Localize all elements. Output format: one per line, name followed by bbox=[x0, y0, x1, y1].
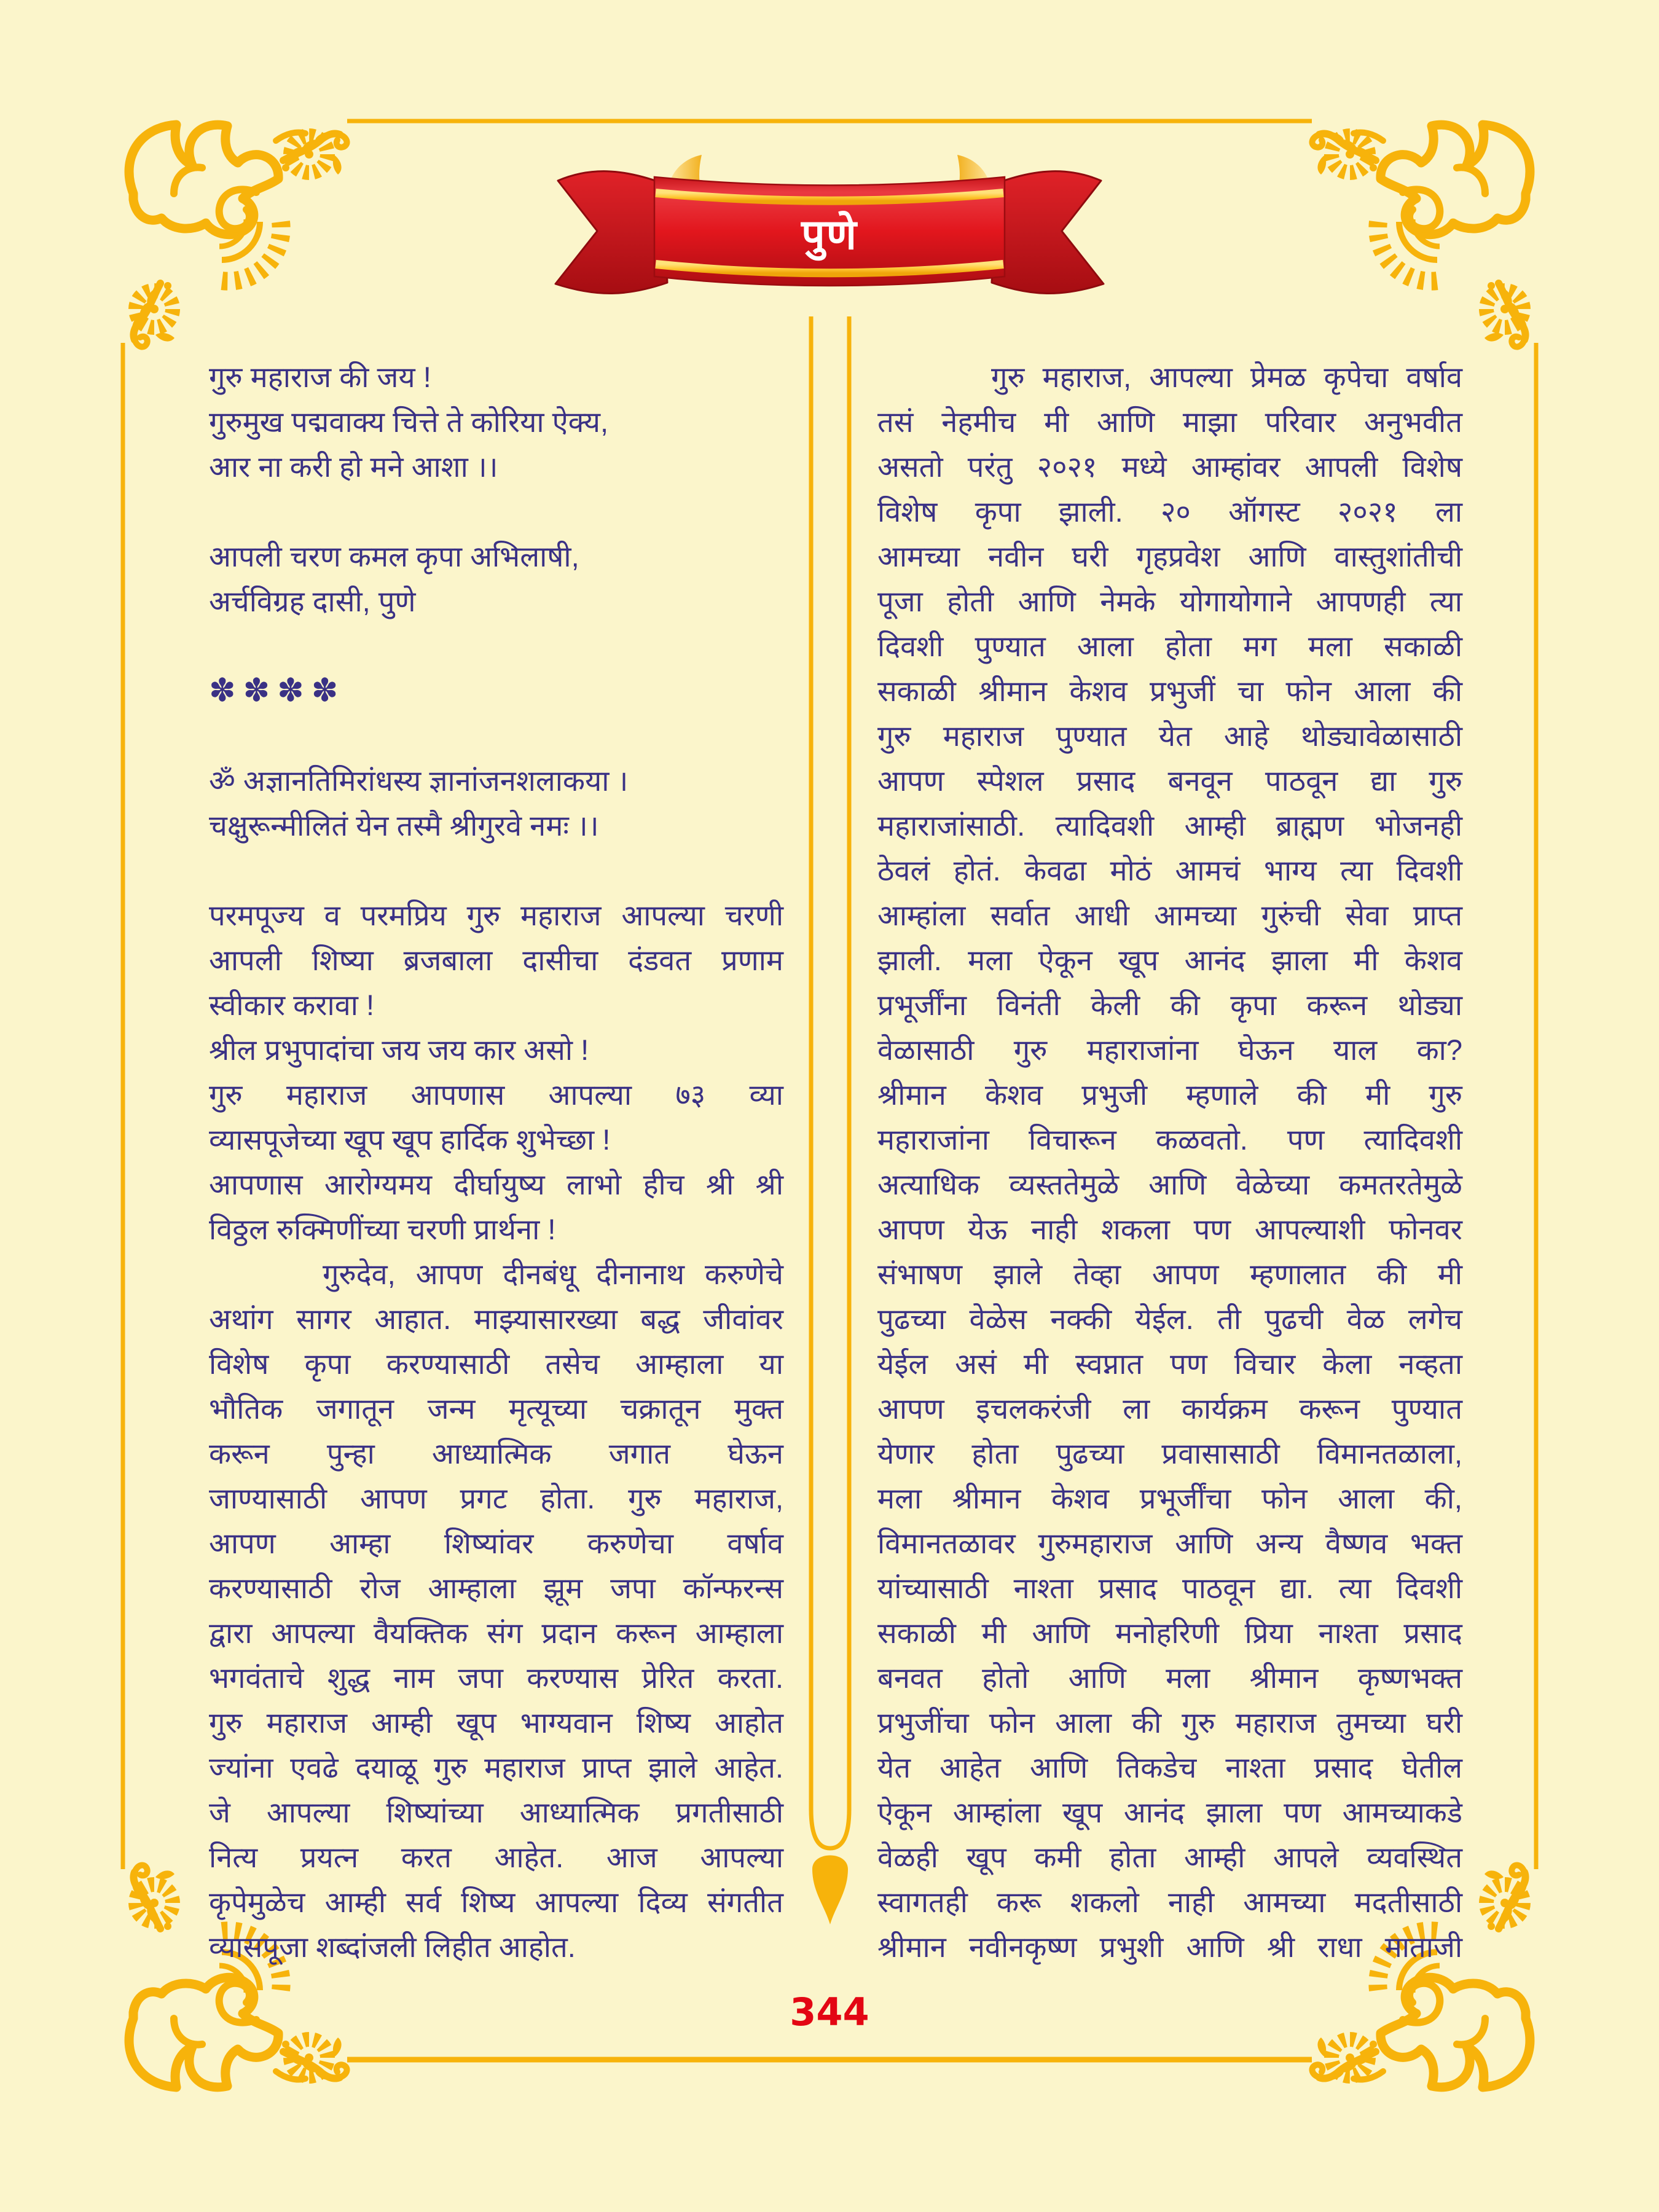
text-line: व्यासपूजा शब्दांजली लिहीत आहोत. bbox=[209, 1931, 576, 1963]
text-line: सकाळी मी आणि मनोहरिणी प्रिया नाश्ता प्रसाद bbox=[877, 1617, 1462, 1649]
text-line: प्रभुजींचा फोन आला की गुरु महाराज तुमच्या घरी bbox=[877, 1706, 1462, 1739]
text-line: गुरु महाराज की जय ! bbox=[209, 361, 431, 393]
text-line: विशेष कृपा झाली. २० ऑगस्ट २०२१ ला bbox=[877, 495, 1462, 528]
text-line: महाराजांना विचारून कळवतो. पण त्यादिवशी bbox=[877, 1123, 1462, 1156]
ribbon-banner bbox=[547, 145, 1112, 312]
column-divider bbox=[811, 316, 849, 1924]
right-column bbox=[877, 355, 1462, 1969]
text-line: करून पुन्हा आध्यात्मिक जगात घेऊन bbox=[209, 1437, 783, 1470]
text-line: व्यासपूजेच्या खूप खूप हार्दिक शुभेच्छा ! bbox=[209, 1123, 611, 1156]
text-line: द्वारा आपल्या वैयक्तिक संग प्रदान करून आम्हाला bbox=[209, 1617, 783, 1649]
text-line: भगवंताचे शुद्ध नाम जपा करण्यास प्रेरित करता. bbox=[209, 1661, 783, 1694]
text-line: विशेष कृपा करण्यासाठी तसेच आम्हाला या bbox=[209, 1347, 783, 1380]
text-line bbox=[209, 713, 783, 758]
text-line: आपण येऊ नाही शकला पण आपल्याशी फोनवर bbox=[877, 1213, 1462, 1245]
text-line: सकाळी श्रीमान केशव प्रभुजीं चा फोन आला की bbox=[877, 675, 1462, 707]
text-line: यांच्यासाठी नाश्ता प्रसाद पाठवून द्या. त्या दिवशी bbox=[877, 1572, 1462, 1604]
text-line: येईल असं मी स्वप्नात पण विचार केला नव्हता bbox=[877, 1347, 1462, 1380]
text-line: दिवशी पुण्यात आला होता मग मला सकाळी bbox=[877, 630, 1462, 662]
text-line: जाण्यासाठी आपण प्रगट होता. गुरु महाराज, bbox=[209, 1482, 783, 1515]
text-line: अथांग सागर आहात. माझ्यासारख्या बद्ध जीवांवर bbox=[209, 1303, 783, 1335]
text-line: आर ना करी हो मने आशा ।। bbox=[209, 450, 498, 483]
banner-title: पुणे bbox=[801, 211, 858, 258]
left-column bbox=[209, 355, 783, 1969]
text-line: श्रीमान नवीनकृष्ण प्रभुशी आणि श्री राधा माताजी bbox=[877, 1931, 1462, 1963]
text-line: झाली. मला ऐकून खूप आनंद झाला मी केशव bbox=[877, 944, 1462, 976]
text-line: पुढच्या वेळेस नक्की येईल. ती पुढची वेळ लगेच bbox=[877, 1303, 1462, 1335]
text-line: अत्याधिक व्यस्ततेमुळे आणि वेळेच्या कमतरतेमुळे bbox=[877, 1168, 1462, 1201]
text-line: आपली शिष्या ब्रजबाला दासीचा दंडवत प्रणाम bbox=[209, 944, 783, 976]
text-line: गुरुदेव, आपण दीनबंधू दीनानाथ करुणेचे bbox=[323, 1258, 783, 1290]
text-line: आपली चरण कमल कृपा अभिलाषी, bbox=[209, 540, 579, 573]
corner-ornament-top-right bbox=[1312, 125, 1529, 347]
text-line: आपण आम्हा शिष्यांवर करुणेचा वर्षाव bbox=[209, 1527, 783, 1559]
text-line: गुरु महाराज आम्ही खूप भाग्यवान शिष्य आहोत bbox=[209, 1706, 783, 1739]
text-line: मला श्रीमान केशव प्रभूर्जींचा फोन आला की, bbox=[877, 1482, 1462, 1515]
text-line: ज्यांना एवढे दयाळू गुरु महाराज प्राप्त झाले आहेत. bbox=[209, 1751, 783, 1784]
text-line: गुरु महाराज पुण्यात येत आहे थोड्यावेळासाठी bbox=[877, 720, 1462, 752]
text-line: गुरुमुख पद्मवाक्य चित्ते ते कोरिया ऐक्य, bbox=[209, 406, 609, 438]
text-line: परमपूज्य व परमप्रिय गुरु महाराज आपल्या चरणी bbox=[209, 899, 783, 931]
text-line: महाराजांसाठी. त्यादिवशी आम्ही ब्राह्मण भोजनही bbox=[877, 809, 1462, 842]
text-line: प्रभूर्जींना विनंती केली की कृपा करून थोड्या bbox=[877, 989, 1462, 1021]
text-line: स्वागतही करू शकलो नाही आमच्या मदतीसाठी bbox=[877, 1886, 1462, 1918]
text-line: तसं नेहमीच मी आणि माझा परिवार अनुभवीत bbox=[877, 406, 1462, 438]
text-line: आमच्या नवीन घरी गृहप्रवेश आणि वास्तुशांतीची bbox=[877, 540, 1462, 573]
text-line: येत आहेत आणि तिकडेच नाश्ता प्रसाद घेतील bbox=[877, 1751, 1462, 1784]
text-line: नित्य प्रयत्न करत आहेत. आज आपल्या bbox=[209, 1841, 783, 1873]
text-line: आपण स्पेशल प्रसाद बनवून पाठवून द्या गुरु bbox=[877, 764, 1462, 797]
text-line: बनवत होतो आणि मला श्रीमान कृष्णभक्त bbox=[877, 1661, 1462, 1694]
text-line: आपणास आरोग्यमय दीर्घायुष्य लाभो हीच श्री श्री bbox=[209, 1168, 783, 1201]
text-line: असतो परंतु २०२१ मध्ये आम्हांवर आपली विशेष bbox=[877, 450, 1462, 483]
text-line: गुरु महाराज, आपल्या प्रेमळ कृपेचा वर्षाव bbox=[991, 361, 1462, 393]
text-line bbox=[209, 489, 783, 534]
text-line: गुरु महाराज आपणास आपल्या ७३ व्या bbox=[209, 1078, 783, 1111]
text-line: संभाषण झाले तेव्हा आपण म्हणालात की मी bbox=[877, 1258, 1462, 1290]
text-line bbox=[209, 624, 783, 669]
text-line: चक्षुरून्मीलितं येन तस्मै श्रीगुरवे नमः ।। bbox=[209, 809, 599, 842]
text-line: आपण इचलकरंजी ला कार्यक्रम करून पुण्यात bbox=[877, 1392, 1462, 1425]
text-line: करण्यासाठी रोज आम्हाला झूम जपा कॉन्फरन्स bbox=[209, 1572, 783, 1604]
text-line: ठेवलं होतं. केवढा मोठं आमचं भाग्य त्या दिवशी bbox=[877, 854, 1462, 887]
text-line: येणार होता पुढच्या प्रवासासाठी विमानतळाला, bbox=[877, 1437, 1462, 1470]
text-line: कृपेमुळेच आम्ही सर्व शिष्य आपल्या दिव्य संगतीत bbox=[209, 1886, 783, 1918]
page-number: 344 bbox=[790, 1990, 869, 2034]
text-line: अर्चविग्रह दासी, पुणे bbox=[209, 585, 416, 618]
text-line bbox=[209, 848, 783, 893]
text-line: ॐ अज्ञानतिमिरांधस्य ज्ञानांजनशलाकया । bbox=[209, 764, 629, 797]
text-line: ऐकून आम्हांला खूप आनंद झाला पण आमच्याकडे bbox=[877, 1796, 1462, 1829]
text-line: श्रीमान केशव प्रभुजी म्हणाले की मी गुरु bbox=[877, 1078, 1462, 1111]
text-line: वेळासाठी गुरु महाराजांना घेऊन याल का? bbox=[877, 1033, 1462, 1066]
text-line: आम्हांला सर्वात आधी आमच्या गुरुंची सेवा प्राप्त bbox=[877, 899, 1462, 931]
text-line: श्रील प्रभुपादांचा जय जय कार असो ! bbox=[209, 1033, 589, 1066]
text-line: पूजा होती आणि नेमके योगायोगाने आपणही त्या bbox=[877, 585, 1462, 618]
text-line: विमानतळावर गुरुमहाराज आणि अन्य वैष्णव भक्त bbox=[877, 1527, 1462, 1559]
text-line: विठ्ठल रुक्मिणींच्या चरणी प्रार्थना ! bbox=[209, 1213, 556, 1245]
text-line: भौतिक जगातून जन्म मृत्यूच्या चक्रातून मुक्त bbox=[209, 1392, 783, 1425]
corner-ornament-top-left bbox=[129, 125, 347, 347]
text-line: वेळही खूप कमी होता आम्ही आपले व्यवस्थित bbox=[877, 1841, 1462, 1873]
text-line: स्वीकार करावा ! bbox=[209, 989, 375, 1021]
text-line: जे आपल्या शिष्यांच्या आध्यात्मिक प्रगतीसाठी bbox=[209, 1796, 783, 1829]
text-line: ✽✽✽✽ bbox=[209, 673, 346, 708]
